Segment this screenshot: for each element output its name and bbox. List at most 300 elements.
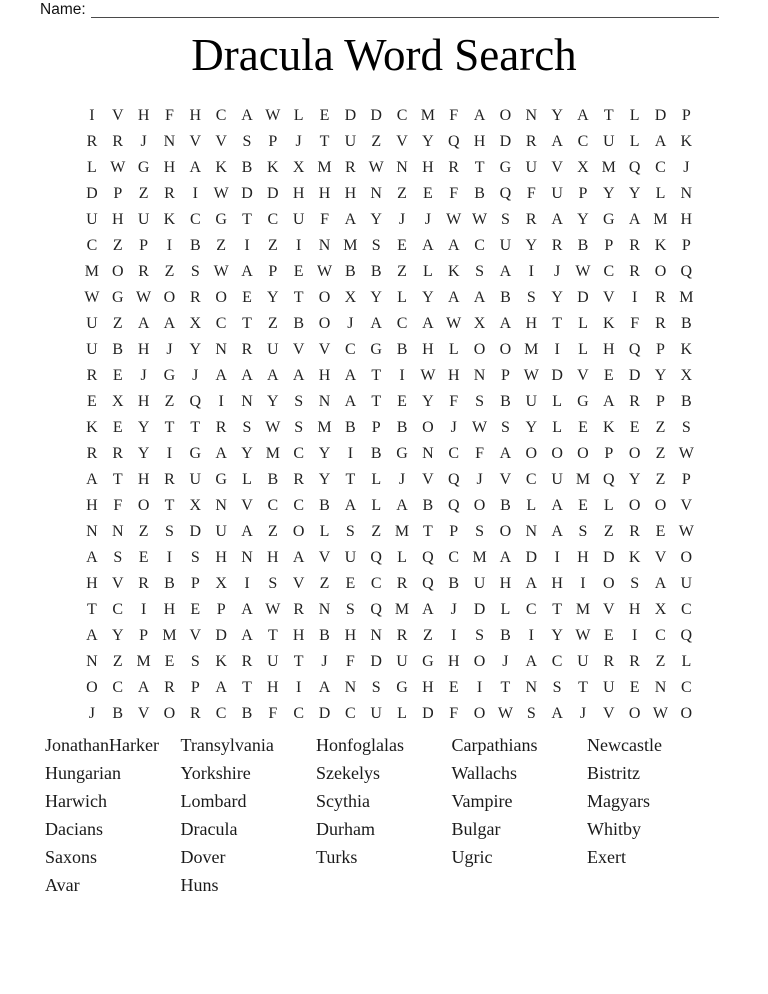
grid-letter: O [86, 679, 98, 696]
grid-letter: V [137, 705, 150, 722]
grid-letter: S [552, 679, 562, 696]
grid-letter: R [293, 601, 304, 618]
grid-letter: F [630, 315, 640, 332]
grid-letter: B [500, 497, 511, 514]
grid-letter: C [396, 107, 408, 124]
grid-letter: W [575, 263, 591, 280]
grid-letter: C [396, 315, 408, 332]
grid-letter: N [241, 393, 253, 410]
grid-letter: R [112, 445, 124, 462]
grid-letter: M [394, 523, 410, 540]
grid-letter: R [396, 627, 408, 644]
grid-letter: U [215, 523, 227, 540]
grid-letter: B [267, 471, 279, 488]
grid-letter: O [680, 549, 693, 566]
grid-letter: N [111, 523, 124, 540]
grid-letter: A [499, 549, 512, 566]
grid-letter: A [318, 679, 331, 696]
grid-letter: C [293, 705, 304, 722]
grid-letter: A [241, 107, 253, 124]
grid-letter: O [654, 497, 667, 514]
grid-letter: R [86, 445, 98, 462]
grid-letter: E [629, 419, 640, 436]
grid-letter: M [420, 107, 435, 124]
grid-letter: C [680, 679, 692, 696]
grid-letter: U [344, 549, 357, 566]
grid-letter: Y [654, 367, 667, 384]
grid-letter: I [528, 263, 534, 280]
grid-letter: R [293, 471, 304, 488]
grid-letter: Q [603, 471, 615, 488]
grid-letter: W [472, 211, 488, 228]
grid-letter: L [242, 471, 252, 488]
grid-letter: U [603, 679, 615, 696]
grid-letter: T [552, 601, 562, 618]
grid-letter: D [370, 107, 382, 124]
grid-letter: Y [603, 185, 615, 202]
grid-letter: F [449, 107, 459, 124]
grid-letter: G [577, 393, 589, 410]
grid-letter: H [422, 159, 434, 176]
grid-letter: M [343, 237, 358, 254]
grid-letter: C [551, 653, 563, 670]
grid-letter: C [525, 601, 537, 618]
grid-letter: O [525, 445, 538, 462]
grid-letter: H [215, 549, 227, 566]
grid-letter: Z [319, 575, 330, 592]
grid-letter: D [86, 185, 98, 202]
word-list-column [452, 731, 588, 899]
grid-letter: U [525, 159, 538, 176]
grid-letter: W [523, 367, 539, 384]
grid-letter: Q [370, 549, 382, 566]
grid-letter: O [499, 523, 512, 540]
grid-letter: G [215, 471, 227, 488]
grid-letter: C [267, 211, 279, 228]
grid-letter: C [680, 601, 692, 618]
grid-letter: B [474, 185, 485, 202]
grid-letter: O [215, 289, 227, 306]
grid-letter: M [317, 159, 332, 176]
grid-letter: B [422, 497, 434, 514]
grid-letter: W [420, 367, 436, 384]
grid-letter: N [241, 549, 253, 566]
grid-letter: T [242, 211, 252, 228]
grid-letter: W [136, 289, 152, 306]
grid-letter: A [137, 315, 150, 332]
grid-letter: R [215, 419, 227, 436]
word-list-column [45, 731, 181, 899]
word-list-item: Carpathians [451, 735, 538, 755]
word-list-item: Transylvania [180, 735, 274, 755]
grid-letter: J [295, 133, 302, 150]
grid-letter: Z [371, 523, 382, 540]
grid-letter: J [424, 211, 431, 228]
grid-letter: H [267, 679, 279, 696]
grid-letter: Q [447, 471, 460, 488]
grid-letter: Y [577, 211, 589, 228]
grid-letter: A [603, 393, 615, 410]
grid-letter: A [525, 653, 538, 670]
word-list-item: Honfoglalas [316, 735, 404, 755]
grid-letter: L [293, 107, 304, 124]
grid-letter: Q [680, 263, 693, 280]
grid-letter: L [87, 159, 97, 176]
grid-letter: A [292, 367, 305, 384]
grid-letter: P [139, 237, 149, 254]
grid-letter: S [371, 237, 381, 254]
grid-letter: A [370, 315, 382, 332]
grid-letter: V [603, 601, 615, 618]
grid-letter: H [525, 315, 538, 332]
grid-letter: L [500, 601, 511, 618]
word-list-item: Vampire [451, 791, 513, 811]
grid-letter: T [293, 653, 304, 670]
grid-letter: N [473, 367, 486, 384]
grid-letter: B [319, 627, 330, 644]
grid-letter: W [110, 159, 126, 176]
grid-letter: H [680, 211, 693, 228]
grid-letter: J [450, 419, 457, 436]
grid-letter: C [655, 627, 666, 644]
grid-letter: K [215, 653, 227, 670]
grid-letter: H [86, 497, 98, 514]
grid-letter: P [604, 237, 614, 254]
grid-letter: P [500, 367, 510, 384]
grid-letter: R [629, 237, 640, 254]
grid-letter: N [396, 159, 408, 176]
grid-letter: J [579, 705, 587, 722]
grid-letter: C [112, 601, 124, 618]
grid-letter: S [475, 523, 485, 540]
grid-letter: F [449, 185, 459, 202]
word-list-item: Bistritz [587, 763, 640, 783]
grid-letter: T [578, 679, 588, 696]
grid-letter: K [163, 211, 176, 228]
grid-letter: Z [267, 523, 278, 540]
grid-letter: R [603, 653, 615, 670]
grid-letter: J [192, 367, 199, 384]
grid-letter: U [499, 237, 512, 254]
grid-letter: A [86, 627, 98, 644]
grid-letter: H [267, 549, 279, 566]
grid-letter: O [499, 341, 512, 358]
grid-letter: T [267, 627, 278, 644]
grid-letter: A [525, 575, 538, 592]
grid-letter: T [371, 393, 382, 410]
grid-letter: O [318, 315, 331, 332]
grid-letter: L [603, 497, 614, 514]
grid-letter: Z [267, 237, 278, 254]
grid-letter: U [86, 211, 98, 228]
grid-letter: Z [138, 185, 149, 202]
grid-letter: U [292, 211, 305, 228]
grid-letter: H [86, 575, 98, 592]
grid-letter: Y [628, 471, 641, 488]
grid-letter: H [163, 159, 176, 176]
grid-letter: D [473, 601, 486, 618]
grid-letter: S [526, 705, 536, 722]
grid-letter: O [473, 497, 486, 514]
grid-letter: Y [241, 445, 253, 462]
grid-letter: G [111, 289, 124, 306]
grid-letter: T [293, 289, 304, 306]
grid-letter: A [628, 211, 641, 228]
grid-letter: L [578, 315, 588, 332]
grid-letter: N [318, 393, 331, 410]
grid-letter: J [398, 471, 406, 488]
grid-letter: A [447, 237, 460, 254]
grid-letter: V [318, 341, 331, 358]
grid-letter: Y [422, 393, 434, 410]
word-list-item: Dracula [180, 819, 238, 839]
grid-letter: T [112, 471, 123, 488]
grid-letter: A [267, 367, 279, 384]
grid-letter: I [89, 107, 95, 124]
grid-letter: F [449, 393, 459, 410]
grid-letter: Y [370, 211, 382, 228]
grid-letter: W [265, 419, 281, 436]
grid-letter: R [629, 523, 640, 540]
grid-letter: E [112, 367, 123, 384]
grid-letter: L [448, 341, 459, 358]
grid-letter: N [86, 653, 98, 670]
grid-letter: S [371, 679, 381, 696]
grid-letter: T [190, 419, 201, 436]
grid-letter: Q [499, 185, 512, 202]
grid-letter: Y [525, 419, 538, 436]
grid-letter: C [86, 237, 98, 254]
grid-letter: S [475, 393, 485, 410]
name-label: Name: [40, 1, 86, 18]
name-write-line [91, 2, 719, 18]
grid-letter: R [525, 133, 537, 150]
grid-letter: C [577, 133, 589, 150]
word-list-item: Huns [180, 875, 219, 895]
grid-letter: U [267, 341, 279, 358]
grid-letter: W [213, 185, 229, 202]
grid-letter: K [215, 159, 227, 176]
grid-letter: I [166, 445, 173, 462]
grid-letter: M [162, 627, 177, 644]
grid-letter: Y [422, 133, 434, 150]
grid-letter: A [344, 367, 357, 384]
grid-letter: N [215, 341, 227, 358]
grid-letter: O [654, 263, 667, 280]
grid-letter: O [603, 575, 615, 592]
grid-letter: W [678, 445, 694, 462]
grid-letter: G [215, 211, 227, 228]
word-list-item: Turks [316, 847, 358, 867]
grid-letter: G [499, 159, 512, 176]
grid-letter: O [680, 705, 693, 722]
grid-letter: Q [628, 341, 641, 358]
grid-letter: B [500, 627, 511, 644]
grid-letter: J [321, 653, 328, 670]
grid-letter: U [577, 653, 589, 670]
grid-letter: Q [447, 497, 460, 514]
grid-letter: D [215, 627, 227, 644]
grid-letter: L [397, 549, 407, 566]
grid-letter: A [396, 497, 408, 514]
grid-letter: N [318, 601, 331, 618]
word-list-item: Dacians [45, 819, 103, 839]
grid-letter: U [86, 315, 98, 332]
grid-letter: E [345, 575, 356, 592]
grid-letter: L [681, 653, 692, 670]
grid-letter: P [216, 601, 226, 618]
grid-letter: M [394, 601, 410, 618]
grid-letter: Y [525, 237, 538, 254]
grid-letter: K [86, 419, 98, 436]
grid-letter: N [525, 679, 538, 696]
grid-letter: C [215, 315, 227, 332]
grid-letter: P [268, 263, 278, 280]
grid-letter: E [190, 601, 201, 618]
grid-letter: X [344, 289, 357, 306]
grid-letter: L [629, 133, 640, 150]
grid-letter: M [84, 263, 100, 280]
grid-letter: D [499, 133, 512, 150]
grid-letter: H [137, 341, 150, 358]
grid-letter: R [138, 575, 149, 592]
grid-letter: W [265, 601, 281, 618]
grid-letter: C [293, 497, 304, 514]
grid-letter: H [473, 133, 486, 150]
grid-letter: K [680, 341, 693, 358]
grid-letter: V [215, 133, 227, 150]
grid-letter: P [139, 627, 149, 644]
grid-letter: I [580, 575, 586, 592]
grid-letter: J [476, 471, 483, 488]
grid-letter: O [628, 705, 641, 722]
grid-letter: R [138, 263, 149, 280]
grid-letter: G [396, 445, 408, 462]
grid-letter: Z [603, 523, 614, 540]
grid-letter: V [318, 549, 331, 566]
grid-letter: O [137, 497, 150, 514]
grid-letter: B [164, 575, 175, 592]
grid-letter: B [500, 393, 511, 410]
grid-letter: I [296, 237, 302, 254]
grid-letter: I [554, 549, 560, 566]
grid-letter: T [371, 367, 382, 384]
grid-letter: A [499, 263, 512, 280]
grid-letter: Y [422, 289, 434, 306]
grid-letter: E [578, 419, 588, 436]
grid-letter: B [370, 263, 382, 280]
grid-letter: E [242, 289, 252, 306]
grid-letter: R [164, 185, 175, 202]
grid-letter: P [190, 575, 200, 592]
grid-letter: Y [551, 627, 563, 644]
grid-letter: W [497, 705, 513, 722]
grid-letter: J [683, 159, 690, 176]
grid-letter: S [630, 575, 640, 592]
grid-letter: J [450, 601, 457, 618]
grid-letter: I [218, 393, 224, 410]
grid-letter: T [242, 679, 252, 696]
grid-letter: T [164, 419, 175, 436]
grid-letter: A [241, 367, 253, 384]
grid-letter: A [163, 315, 176, 332]
grid-letter: N [344, 679, 357, 696]
grid-letter: M [601, 159, 616, 176]
grid-letter: Y [318, 471, 331, 488]
grid-letter: M [524, 341, 539, 358]
word-list-item: Dover [180, 847, 226, 867]
grid-letter: R [189, 289, 201, 306]
grid-letter: S [294, 419, 304, 436]
grid-letter: P [681, 107, 691, 124]
grid-letter: A [241, 627, 253, 644]
grid-letter: K [654, 237, 667, 254]
grid-letter: D [189, 523, 202, 540]
grid-letter: A [422, 237, 434, 254]
word-list-item: Yorkshire [180, 763, 251, 783]
grid-letter: B [577, 237, 589, 254]
grid-letter: Z [655, 471, 666, 488]
grid-letter: O [473, 341, 486, 358]
word-list-item: Szekelys [316, 763, 380, 783]
grid-letter: H [137, 107, 150, 124]
grid-letter: L [423, 263, 433, 280]
grid-letter: Q [680, 627, 693, 644]
grid-letter: S [526, 289, 536, 306]
grid-letter: S [113, 549, 123, 566]
grid-letter: B [448, 575, 460, 592]
grid-letter: K [603, 419, 615, 436]
grid-letter: P [656, 393, 665, 410]
grid-letter: A [137, 679, 150, 696]
grid-letter: Z [112, 237, 123, 254]
grid-letter: K [628, 549, 641, 566]
grid-letter: X [111, 393, 124, 410]
grid-letter: Y [370, 289, 382, 306]
grid-letter: C [448, 445, 460, 462]
grid-letter: E [397, 393, 407, 410]
grid-letter: D [241, 185, 253, 202]
grid-letter: Z [112, 653, 123, 670]
grid-letter: F [526, 185, 536, 202]
grid-letter: D [628, 367, 641, 384]
grid-letter: A [551, 133, 563, 150]
grid-letter: J [502, 653, 509, 670]
grid-letter: L [552, 393, 562, 410]
word-list-item: Newcastle [587, 735, 662, 755]
grid-letter: A [654, 133, 667, 150]
grid-letter: A [473, 107, 486, 124]
grid-letter: U [86, 341, 98, 358]
grid-letter: C [267, 497, 279, 514]
grid-letter: V [111, 107, 124, 124]
grid-letter: I [347, 445, 354, 462]
grid-letter: J [166, 341, 173, 358]
grid-letter: U [396, 653, 408, 670]
grid-letter: A [215, 367, 227, 384]
grid-letter: X [189, 497, 202, 514]
grid-letter: K [267, 159, 279, 176]
grid-letter: T [319, 133, 330, 150]
grid-letter: R [241, 653, 253, 670]
grid-letter: R [189, 705, 201, 722]
grid-letter: A [499, 315, 512, 332]
grid-letter: E [578, 497, 588, 514]
grid-letter: V [396, 133, 408, 150]
grid-letter: O [577, 445, 589, 462]
grid-letter: L [578, 341, 588, 358]
grid-letter: R [448, 159, 460, 176]
